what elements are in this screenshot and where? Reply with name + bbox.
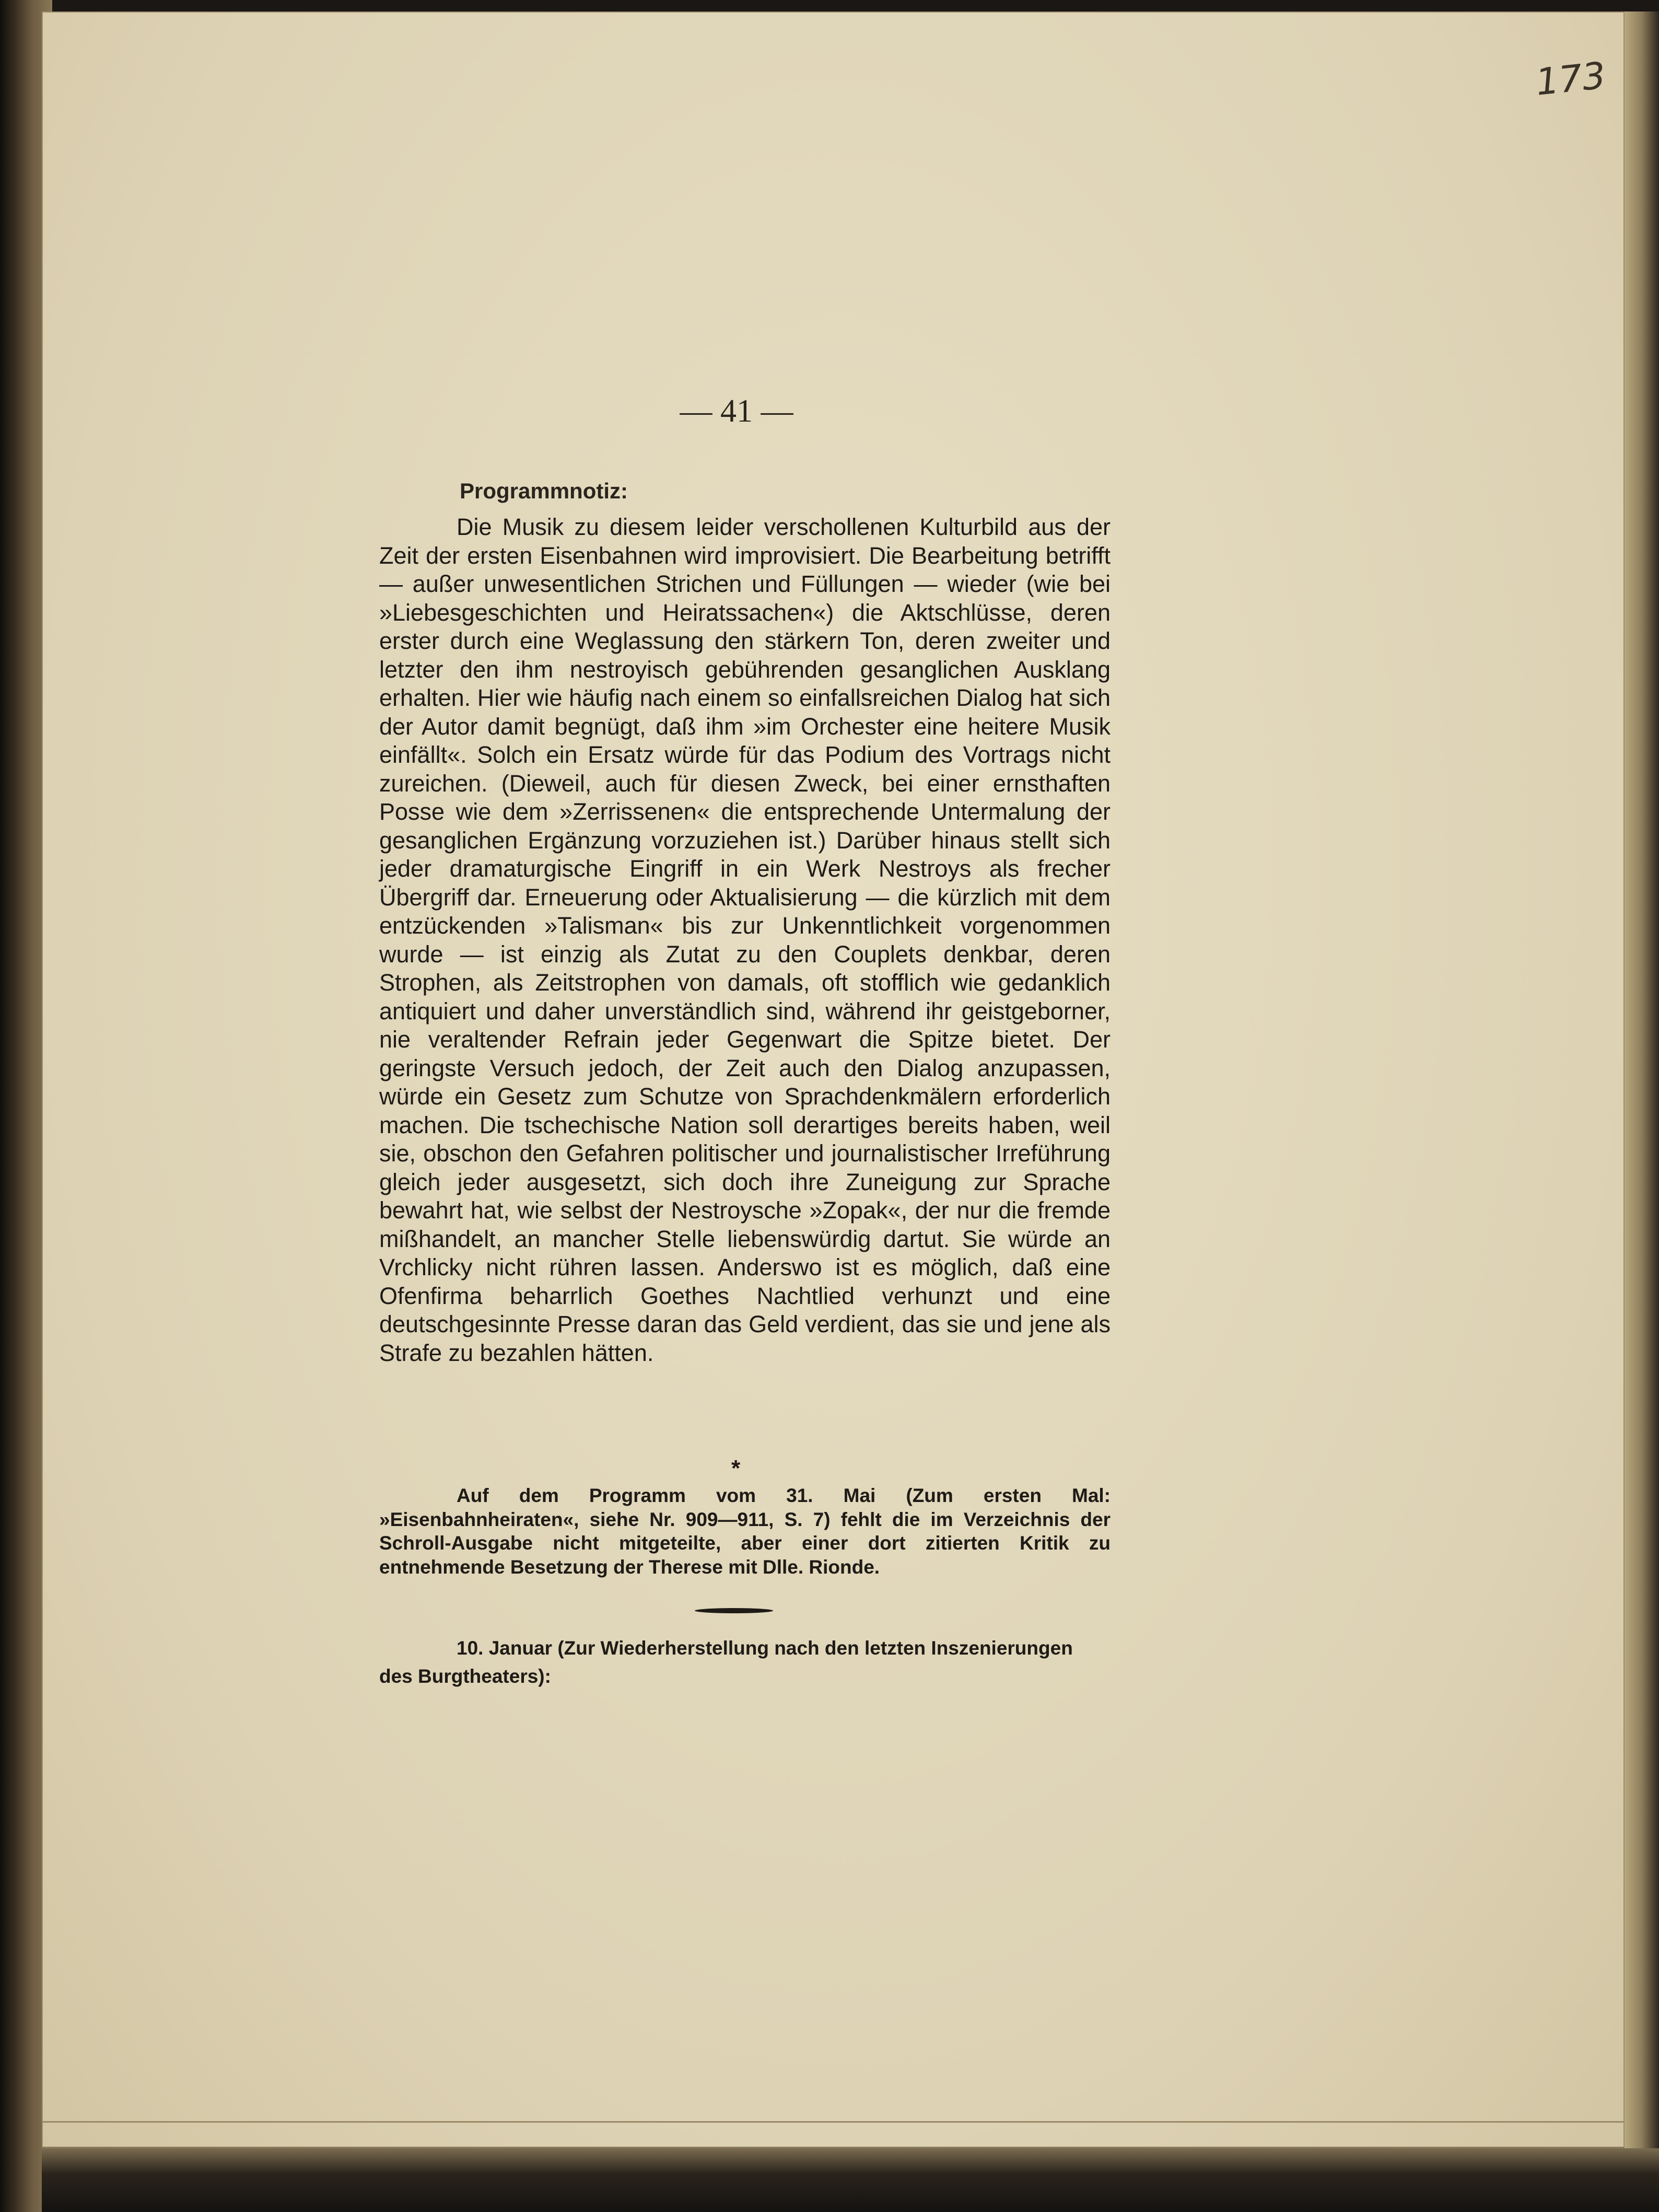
body-text-block [379, 513, 1111, 1367]
body-paragraph: Die Musik zu diesem leider verschollenen Kulturbild aus der Zeit der ersten Eisenbahnen wird improvisiert. Die Bearbeitung betrifft — außer unwesentlichen Strichen und Füllungen — wieder (wie bei »Liebesgeschichten und Heiratssachen«) die Aktschlüsse, deren erster durch eine Weglassung den stärkern Ton, deren zweiter und letzter den ihm nestroyisch gebührenden gesanglichen Ausklang erhalten. Hier wie häufig nach einem so einfallsreichen Dialog hat sich der Autor damit begnügt, daß ihm »im Orchester eine heitere Musik einfällt«. Solch ein Ersatz würde für das Podium des Vortrags nicht zureichen. (Dieweil, auch für diesen Zweck, bei einer ernsthaften Posse wie dem »Zerrissenen« die entsprechende Untermalung der gesanglichen Ergänzung vorzuziehen ist.) Darüber hinaus stellt sich jeder dramaturgische Eingriff in ein Werk Nestroys als frecher Übergriff dar. Erneuerung oder Aktualisierung — die kürzlich mit dem entzückenden »Talisman« bis zur Unkenntlichkeit vorgenommen wurde — ist einzig als Zutat zu den Couplets denkbar, deren Strophen, als Zeitstrophen von damals, oft stofflich wie gedanklich antiquiert und daher unverständlich sind, während ihr geistgeborner, nie veraltender Refrain jeder Gegenwart die Spitze bietet. Der geringste Versuch jedoch, der Zeit auch den Dialog anzupassen, würde ein Gesetz zum Schutze von Sprachdenkmälern erforderlich machen. Die tschechische Nation soll derartiges bereits haben, weil sie, obschon den Gefahren politischer und journalistischer Irreführung gleich jeder ausgesetzt, sich doch ihre Zuneigung zur Sprache bewahrt hat, wie selbst der Nestroysche »Zopak«, der nur die fremde mißhandelt, an mancher Stelle liebenswürdig dartut. Sie würde an Vrchlicky nicht rühren lassen. Anderswo ist es möglich, daß eine Ofenfirma beharrlich Goethes Nachtlied verhunzt und eine deutschgesinnte Presse daran das Geld verdient, das sie und jene als Strafe zu bezahlen hätten. [379, 514, 1111, 1366]
handwritten-folio-number: 173 [1534, 54, 1608, 104]
entry-text-block [379, 1634, 1111, 1691]
note-paragraph: Auf dem Programm vom 31. Mai (Zum ersten Mal: »Eisenbahnheiraten«, siehe Nr. 909—911, S. 7) fehlt die im Verzeichnis der Schroll-Ausgabe nicht mitgeteilte, aber einer dort zitierten Kritik zu entnehmende Besetzung der Therese mit Dlle. Rionde. [379, 1485, 1111, 1578]
note-text-block [379, 1484, 1111, 1579]
separator-asterisk: * [731, 1456, 741, 1481]
section-label: Programmnotiz: [460, 479, 628, 503]
page-number: — 41 — [680, 393, 793, 429]
page-right-edge [1625, 11, 1659, 2148]
entry-paragraph: 10. Januar (Zur Wiederherstellung nach den letzten Inszenierungen des Burgtheaters): [379, 1637, 1073, 1687]
page-stack-lines [42, 2121, 1625, 2148]
page-bottom-edge [42, 2148, 1659, 2212]
separator-rule [695, 1608, 773, 1613]
